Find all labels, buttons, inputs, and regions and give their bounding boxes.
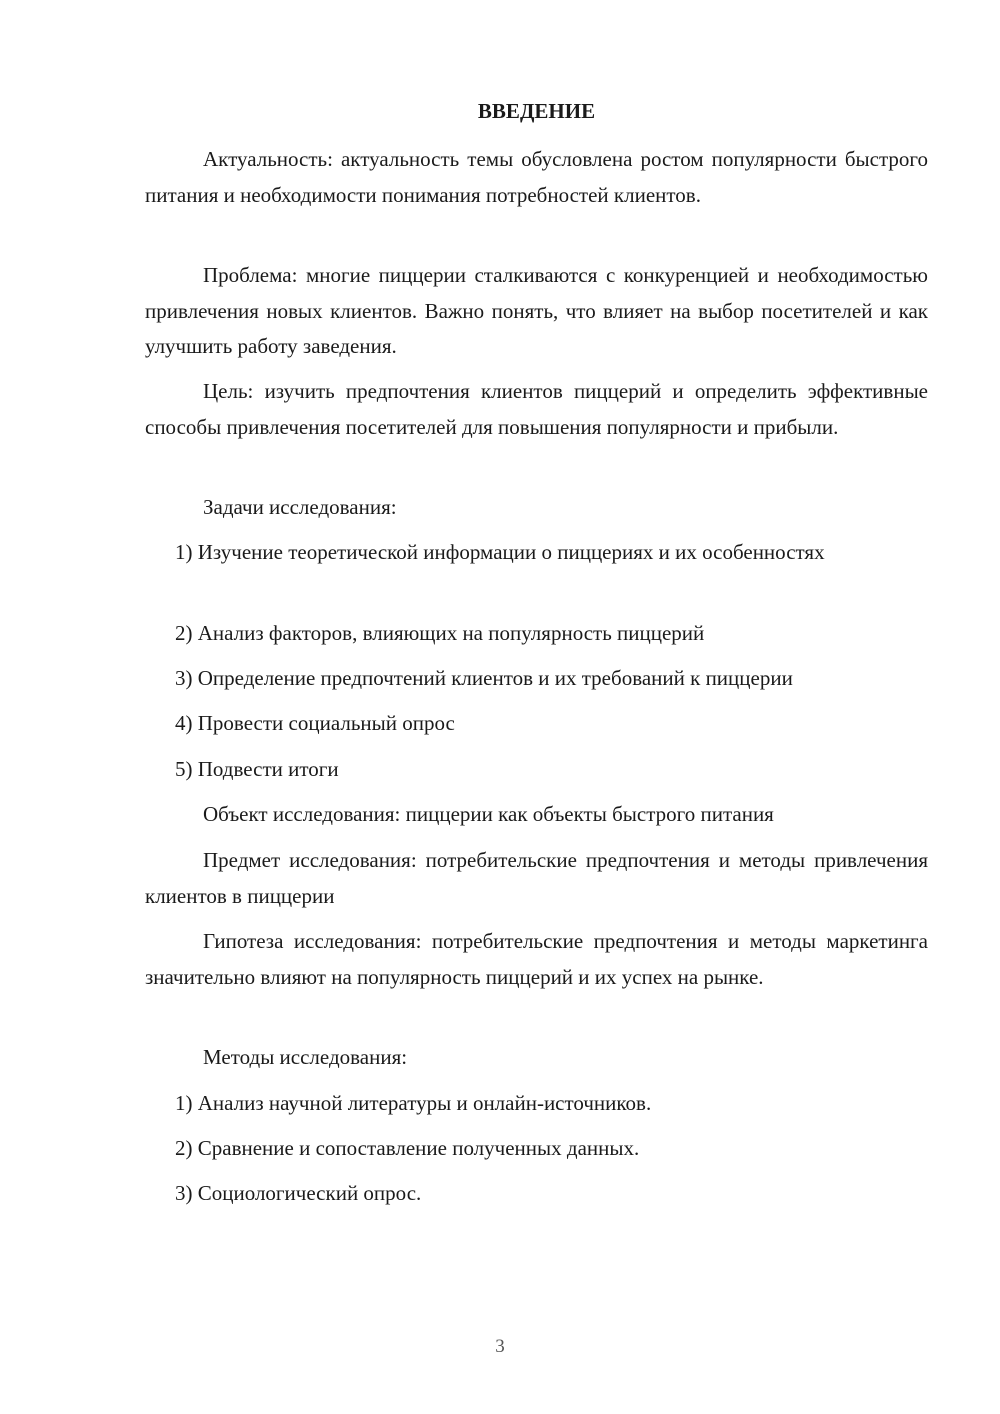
method-item: 3) Социологический опрос. xyxy=(175,1181,422,1205)
page-title: ВВЕДЕНИЕ xyxy=(477,99,596,123)
paragraph-goal: Цель: изучить предпочтения клиентов пиццерий и определить эффективные способы привлечения посетителей для повышения популярности и прибыли. xyxy=(145,379,928,439)
page-number: 3 xyxy=(495,1336,505,1357)
method-item: 2) Сравнение и сопоставление полученных данных. xyxy=(175,1136,640,1160)
paragraph-subject: Предмет исследования: потребительские предпочтения и методы привлечения клиентов в пиццерии xyxy=(145,848,928,908)
methods-heading: Методы исследования: xyxy=(203,1045,408,1069)
task-item: 5) Подвести итоги xyxy=(175,757,339,781)
tasks-heading: Задачи исследования: xyxy=(203,495,397,519)
paragraph-object: Объект исследования: пиццерии как объекты быстрого питания xyxy=(203,802,774,826)
paragraph-problem: Проблема: многие пиццерии сталкиваются с конкуренцией и необходимостью привлечения новых клиентов. Важно понять, что влияет на выбор посетителей и как улучшить работу заведения. xyxy=(145,263,928,358)
paragraph-relevance: Актуальность: актуальность темы обусловлена ростом популярности быстрого питания и необходимости понимания потребностей клиентов. xyxy=(145,147,928,207)
task-item: 4) Провести социальный опрос xyxy=(175,711,455,735)
method-item: 1) Анализ научной литературы и онлайн-источников. xyxy=(175,1091,652,1115)
task-item: 3) Определение предпочтений клиентов и их требований к пиццерии xyxy=(175,666,793,690)
task-item: 1) Изучение теоретической информации о пиццериях и их особенностях xyxy=(175,540,825,564)
paragraph-hypothesis: Гипотеза исследования: потребительские предпочтения и методы маркетинга значительно влияют на популярность пиццерий и их успех на рынке. xyxy=(145,929,928,989)
task-item: 2) Анализ факторов, влияющих на популярность пиццерий xyxy=(175,621,705,645)
